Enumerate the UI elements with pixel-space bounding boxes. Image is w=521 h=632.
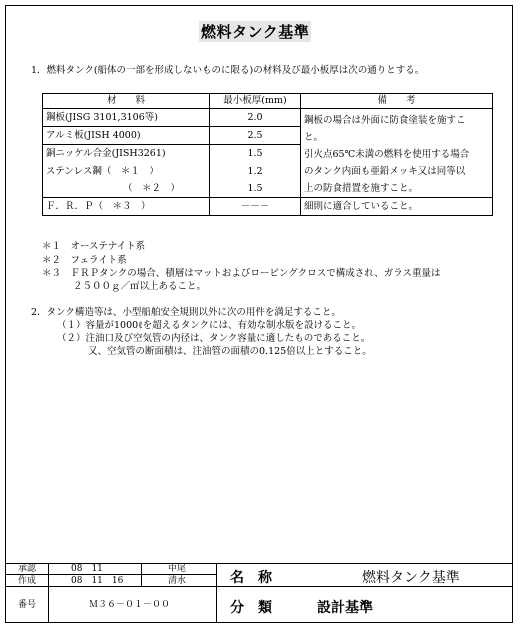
remark-line: のタンク内面も亜鉛メッキ又は同等以 (304, 166, 466, 177)
thickness-cell: －－－ (210, 198, 301, 216)
note-3-cont: ２５００ｇ／㎡以上あること。 (73, 281, 207, 292)
remarks-cell: 細則に適合していること。 (301, 198, 493, 216)
created-date: 08 11 16 (48, 574, 142, 587)
remarks-cell (301, 109, 493, 198)
thickness-cell: 1.5 (210, 145, 301, 163)
remark-line: 鋼板の場合は外面に防食塗装を施すこ (304, 115, 466, 126)
number-label: 番号 (5, 586, 49, 623)
title-block (5, 563, 513, 623)
table-row (43, 109, 493, 127)
item-2-text: 2．タンク構造等は、小型船舶安全規則以外に次の用件を満足すること。 (31, 307, 341, 318)
name-value: 燃料タンク基準 (362, 570, 460, 586)
material-cell: ステンレス鋼（ ＊１ ） (43, 163, 210, 180)
created-label: 作成 (5, 574, 49, 587)
remark-line: 上の防食措置を施すこと。 (304, 183, 419, 194)
item-2-sub-1: （１）容量が1000ℓを超えるタンクには、有効な制水版を設けること。 (57, 320, 362, 331)
approval-date: 08 11 (48, 563, 142, 575)
thickness-cell: 2.0 (210, 109, 301, 127)
thickness-cell: 1.2 (210, 163, 301, 180)
approval-name: 中尾 (141, 563, 217, 575)
remark-line: 引火点65℃未満の燃料を使用する場合 (304, 149, 470, 160)
name-label: 名 称 (230, 570, 272, 586)
remark-line: と。 (304, 132, 324, 143)
number-value: Ｍ３６－０１－００ (48, 586, 217, 623)
item-1-text: 1．燃料タンク(船体の一部を形成しないものに限る)の材料及び最小板厚は次の通りとする。 (31, 65, 425, 76)
table-row (43, 198, 493, 216)
material-cell: 鋼板(JISG 3101,3106等) (43, 109, 210, 127)
approval-label: 承認 (5, 563, 49, 575)
note-3: ＊３ ＦＲＰタンクの場合、積層はマットおよびロービングクロスで構成され、ガラス重量は (42, 268, 441, 279)
note-2: ＊２ フェライト系 (42, 255, 127, 266)
class-value: 設計基準 (317, 600, 373, 616)
header-remarks: 備 考 (301, 94, 493, 109)
thickness-cell: 2.5 (210, 127, 301, 145)
material-cell: Ｆ．Ｒ．Ｐ（ ＊３ ） (43, 198, 210, 216)
header-thickness: 最小板厚(mm) (210, 94, 301, 109)
item-2-sub-2-cont: 又、空気管の断面積は、注油管の面積の0.125倍以上とすること。 (88, 346, 372, 357)
created-name: 清水 (141, 574, 217, 587)
material-cell: 銅ニッケル合金(JISH3261) (43, 145, 210, 163)
material-cell: （ ＊２ ） (43, 180, 210, 198)
class-box (216, 586, 513, 623)
name-box (216, 563, 513, 587)
item-2-sub-2: （２）注油口及び空気管の内径は、タンク容量に適したものであること。 (57, 333, 371, 344)
material-table (42, 93, 493, 216)
thickness-cell: 1.5 (210, 180, 301, 198)
header-material: 材 料 (43, 94, 210, 109)
page-title: 燃料タンク基準 (201, 23, 310, 41)
note-1: ＊１ オーステナイト系 (42, 241, 146, 252)
table-header-row (43, 94, 493, 109)
class-label: 分 類 (230, 600, 272, 616)
material-cell: アルミ板(JISH 4000) (43, 127, 210, 145)
